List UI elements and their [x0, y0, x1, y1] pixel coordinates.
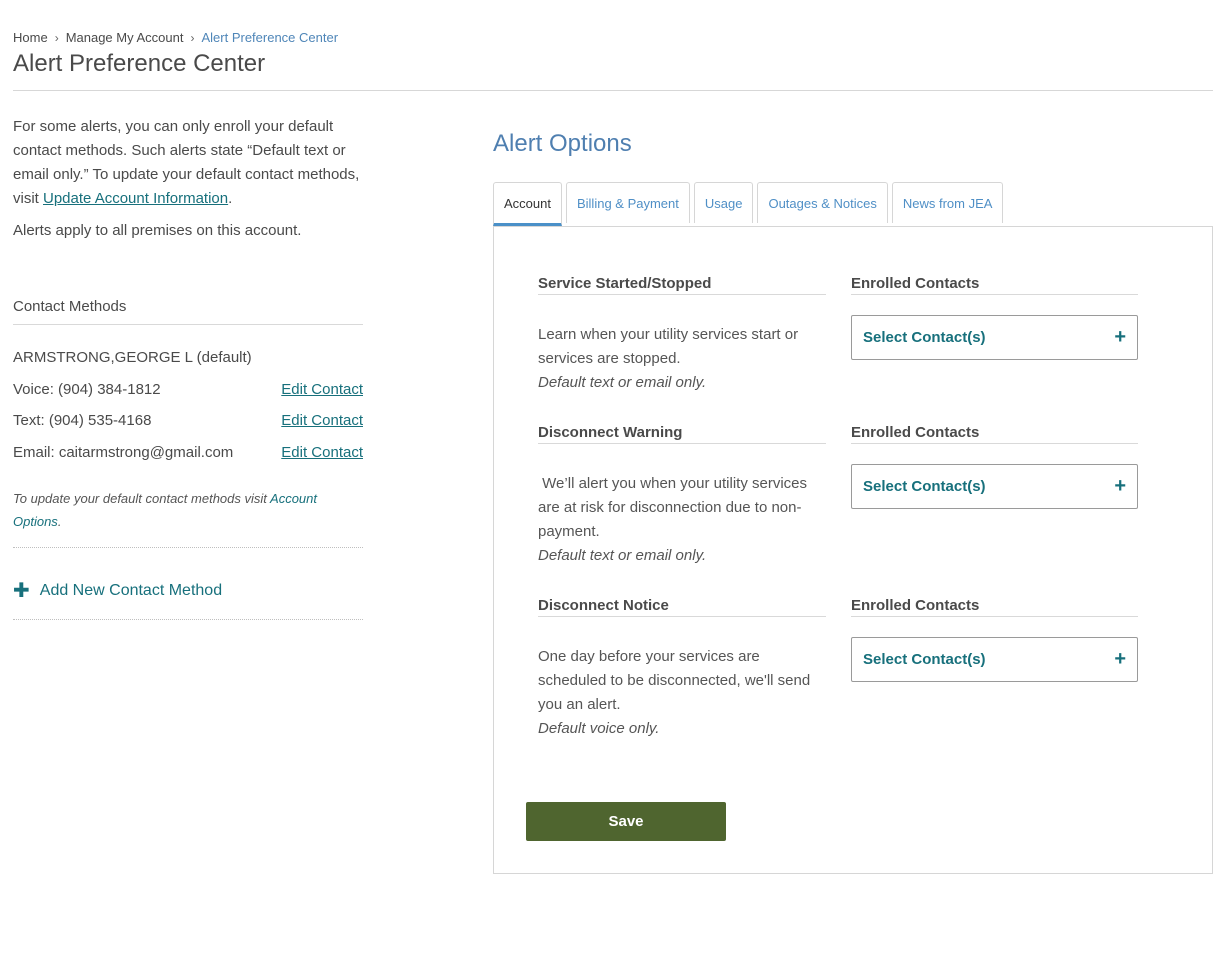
intro-text [13, 115, 363, 243]
contact-row-text [13, 412, 363, 429]
dotted-divider [13, 547, 363, 548]
alert-description: Learn when your utility services start or services are stopped. Default text or email only. [538, 323, 828, 395]
tab-usage[interactable]: Usage [694, 182, 754, 223]
edit-contact-text-link[interactable]: Edit Contact [281, 412, 363, 429]
intro-paragraph: For some alerts, you can only enroll your default contact methods. Such alerts state “Default text or email only.” To update your default contact methods, visit Update Account Information. [13, 118, 360, 207]
select-contacts-button[interactable]: Select Contact(s) + [851, 464, 1138, 509]
update-account-info-link[interactable]: Update Account Information [43, 190, 229, 207]
plus-icon: + [1114, 648, 1126, 670]
save-button[interactable]: Save [526, 802, 726, 841]
tab-billing-payment[interactable]: Billing & Payment [566, 182, 690, 223]
breadcrumb [13, 30, 338, 45]
dotted-divider [13, 619, 363, 620]
alert-description: One day before your services are scheduled to be disconnected, we'll send you an alert. Default voice only. [538, 645, 828, 741]
contact-voice: Voice: (904) 384-1812 [13, 381, 161, 398]
plus-icon: + [1114, 475, 1126, 497]
default-note: Default text or email only. [538, 374, 707, 391]
plus-icon: ✚ [13, 580, 30, 602]
alert-title-disconnect-notice: Disconnect Notice [538, 597, 826, 617]
contact-text: Text: (904) 535-4168 [13, 412, 152, 429]
select-contacts-button[interactable]: Select Contact(s) + [851, 637, 1138, 682]
select-contacts-button[interactable]: Select Contact(s) + [851, 315, 1138, 360]
default-contact-note: To update your default contact methods visit Account Options. [13, 491, 318, 529]
alert-description: We’ll alert you when your utility services are at risk for disconnection due to non-payment. Default text or email only. [538, 472, 828, 568]
contact-methods-heading: Contact Methods [13, 298, 363, 325]
tab-news-from-jea[interactable]: News from JEA [892, 182, 1004, 223]
enrolled-contacts-heading: Enrolled Contacts [851, 424, 1138, 444]
contact-name: ARMSTRONG,GEORGE L (default) [13, 349, 252, 366]
page-title: Alert Preference Center [13, 50, 266, 77]
title-divider [13, 90, 1213, 91]
account-options-link[interactable]: Account Options [13, 491, 318, 529]
default-note: Default voice only. [538, 720, 660, 737]
chevron-right-icon: › [54, 30, 59, 45]
plus-icon: + [1114, 326, 1126, 348]
enrolled-contacts-heading: Enrolled Contacts [851, 275, 1138, 295]
tab-outages-notices[interactable]: Outages & Notices [757, 182, 887, 223]
default-note: Default text or email only. [538, 547, 707, 564]
breadcrumb-manage-account[interactable]: Manage My Account [65, 30, 184, 45]
contact-email: Email: caitarmstrong@gmail.com [13, 444, 234, 461]
breadcrumb-current: Alert Preference Center [201, 30, 339, 45]
breadcrumb-home[interactable]: Home [13, 30, 48, 45]
contact-row-email [13, 444, 363, 461]
tab-account[interactable]: Account [493, 182, 562, 226]
enrolled-contacts-heading: Enrolled Contacts [851, 597, 1138, 617]
premises-note: Alerts apply to all premises on this account. [13, 222, 302, 239]
edit-contact-voice-link[interactable]: Edit Contact [281, 381, 363, 398]
alert-options-title: Alert Options [493, 130, 632, 157]
chevron-right-icon: › [190, 30, 195, 45]
add-new-contact-method-button[interactable]: ✚ Add New Contact Method [13, 580, 223, 602]
contact-row-voice [13, 381, 363, 398]
edit-contact-email-link[interactable]: Edit Contact [281, 444, 363, 461]
alert-title-service-started-stopped: Service Started/Stopped [538, 275, 826, 295]
alert-title-disconnect-warning: Disconnect Warning [538, 424, 826, 444]
alert-tabs [493, 182, 1007, 226]
